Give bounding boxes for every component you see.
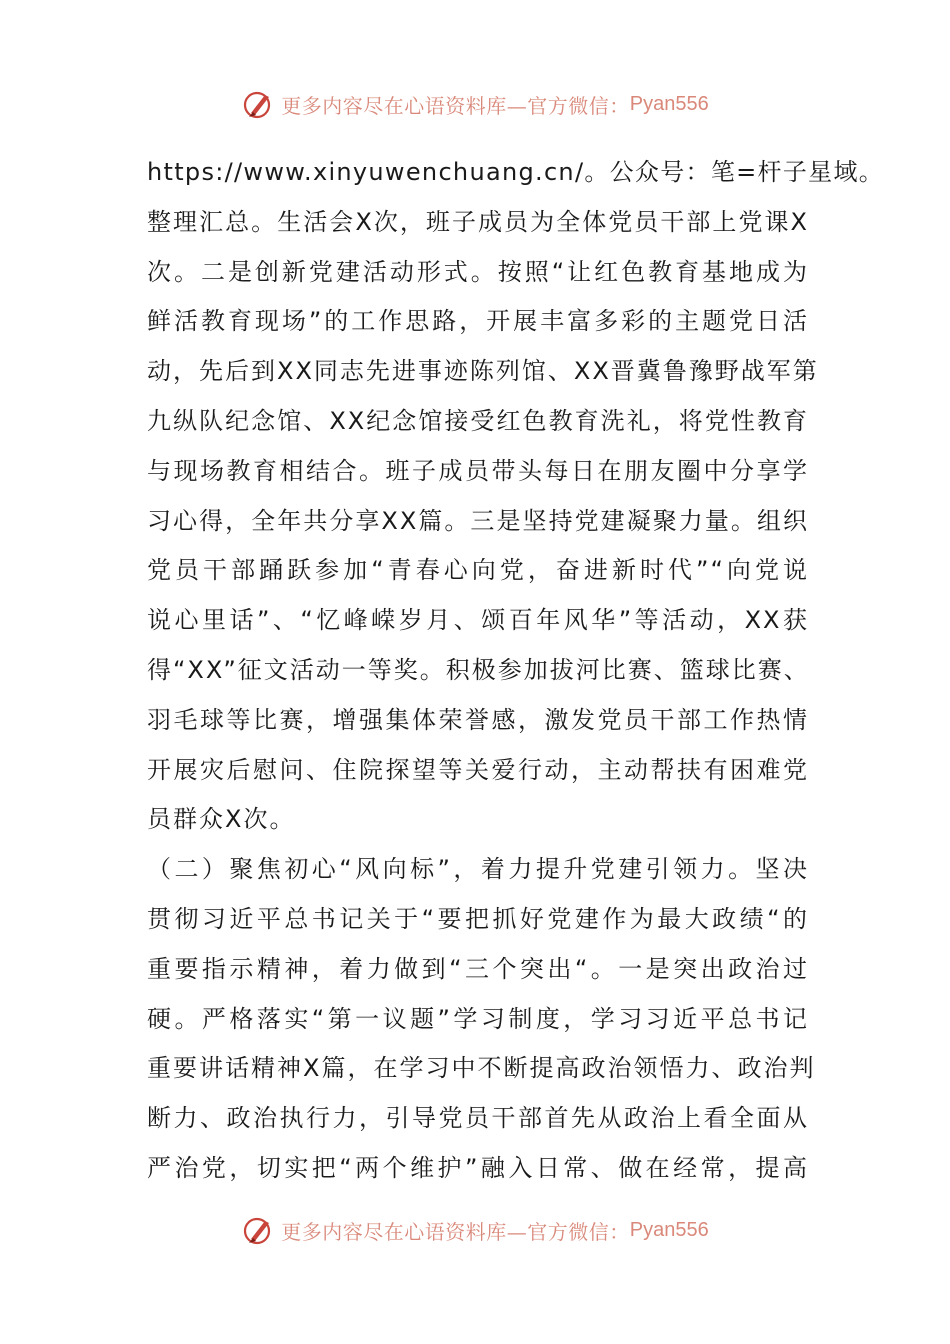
text-line-19: 重要讲话精神X篇，在学习中不断提高政治领悟力、政治判 — [147, 1054, 816, 1083]
watermark-handle: Pyan556 — [629, 1218, 709, 1241]
text-line-17: 重要指示精神，着力做到“三个突出“。一是突出政治过 — [147, 954, 809, 983]
text-line-18: 硬。严格落实“第一议题”学习制度，学习习近平总书记 — [147, 1004, 809, 1033]
pen-circle-logo-icon — [241, 1213, 275, 1247]
text-line-8: 习心得，全年共分享XX篇。三是坚持党建凝聚力量。组织 — [147, 506, 809, 535]
watermark-banner-bottom — [0, 1210, 950, 1250]
text-line-15: （二）聚焦初心“风向标”，着力提升党建引领力。坚决 — [147, 855, 809, 884]
text-line-11: 得“XX”征文活动一等奖。积极参加拔河比赛、篮球比赛、 — [147, 655, 810, 684]
text-line-3: 次。二是创新党建活动形式。按照“让红色教育基地成为 — [147, 257, 809, 286]
watermark-handle: Pyan556 — [629, 92, 709, 115]
text-line-4: 鲜活教育现场”的工作思路，开展丰富多彩的主题党日活 — [147, 307, 809, 336]
text-line-2: 整理汇总。生活会X次，班子成员为全体党员干部上党课X — [147, 207, 809, 236]
text-line-20: 断力、政治执行力，引导党员干部首先从政治上看全面从 — [147, 1104, 809, 1133]
document-body — [147, 148, 885, 1194]
text-line-10: 说心里话”、“忆峰嵘岁月、颂百年风华”等活动，XX获 — [147, 606, 809, 635]
text-line-9: 党员干部踊跃参加“青春心向党，奋进新时代”“向党说 — [147, 556, 809, 585]
text-line-5: 动，先后到XX同志先进事迹陈列馆、XX晋冀鲁豫野战军第 — [147, 357, 819, 386]
text-line-6: 九纵队纪念馆、XX纪念馆接受红色教育洗礼，将党性教育 — [147, 406, 809, 435]
text-line-13: 开展灾后慰问、住院探望等关爱行动，主动帮扶有困难党 — [147, 755, 809, 784]
text-line-12: 羽毛球等比赛，增强集体荣誉感，激发党员干部工作热情 — [147, 705, 809, 734]
text-line-1: https://www.xinyuwenchuang.cn/。公众号：笔=杆子星域。 — [147, 158, 885, 186]
pen-circle-logo-icon — [241, 87, 275, 121]
text-line-7: 与现场教育相结合。班子成员带头每日在朋友圈中分享学 — [147, 456, 809, 485]
watermark-text: 更多内容尽在心语资料库—官方微信： — [281, 1219, 630, 1244]
watermark-text: 更多内容尽在心语资料库—官方微信： — [281, 93, 630, 118]
watermark-banner-top — [0, 84, 950, 124]
text-line-14: 员群众X次。 — [147, 805, 296, 834]
text-line-21: 严治党，切实把“两个维护”融入日常、做在经常，提高 — [147, 1153, 809, 1182]
text-line-16: 贯彻习近平总书记关于“要把抓好党建作为最大政绩“的 — [147, 904, 809, 933]
